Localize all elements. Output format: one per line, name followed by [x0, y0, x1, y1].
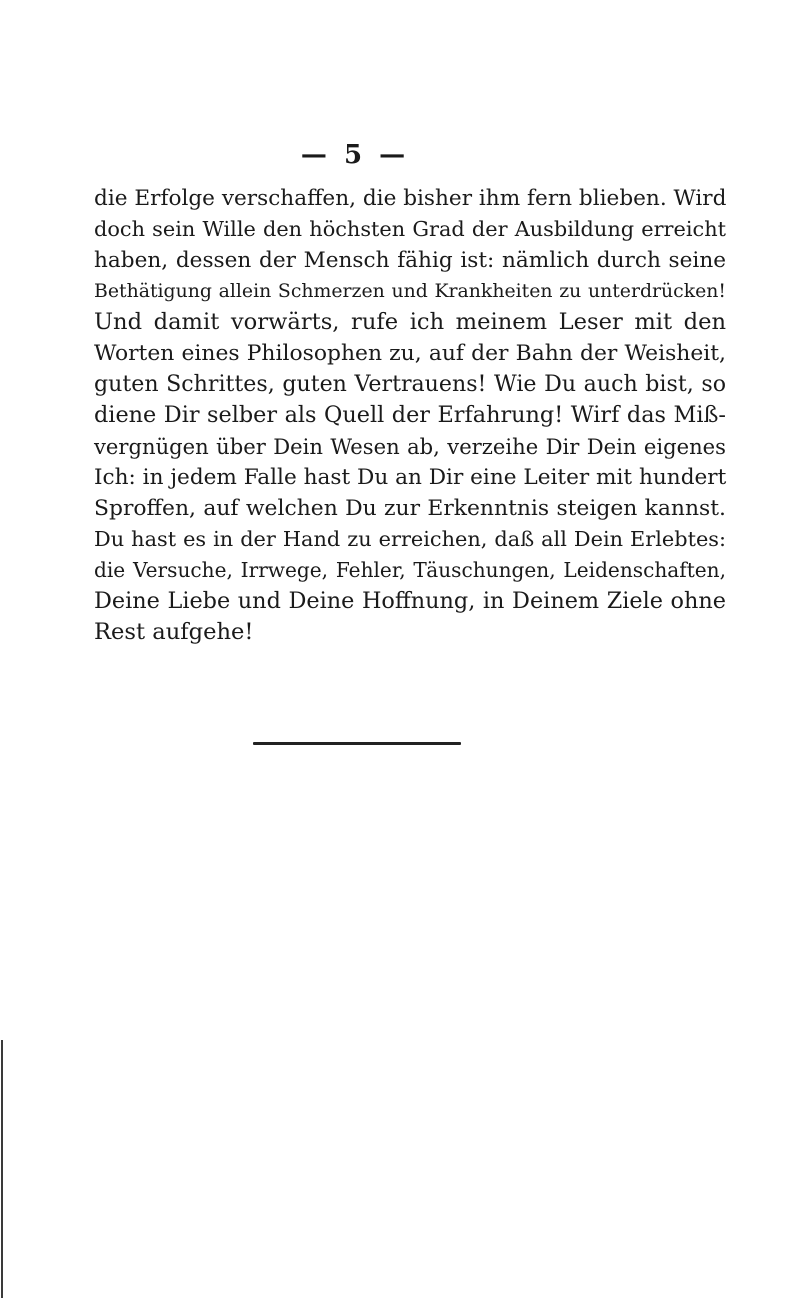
text-line: haben, dessen der Mensch fähig ist: nämlich durch seine [94, 248, 726, 273]
text-line: doch sein Wille den höchsten Grad der Ausbildung erreicht [94, 217, 726, 241]
section-divider [253, 742, 461, 745]
page-number: — 5 — [300, 140, 410, 170]
text-line: diene Dir selber als Quell der Erfahrung! Wirf das Miß- [94, 402, 726, 428]
text-line: Und damit vorwärts, rufe ich meinem Leser mit den [94, 309, 726, 335]
text-line: Bethätigung allein Schmerzen und Krankheiten zu unterdrücken! [94, 281, 726, 302]
page-edge-shadow [1, 1040, 3, 1298]
text-line: Worten eines Philosophen zu, auf der Bahn der Weisheit, [94, 341, 726, 366]
body-paragraph [94, 183, 726, 648]
text-line: die Erfolge verschaffen, die bisher ihm fern blieben. Wird [94, 186, 727, 211]
text-line: guten Schrittes, guten Vertrauens! Wie Du auch bist, so [94, 371, 726, 397]
text-line: Sproffen, auf welchen Du zur Erkenntnis steigen kannst. [94, 496, 726, 521]
text-line: Rest aufgehe! [94, 619, 254, 645]
text-line: Du hast es in der Hand zu erreichen, daß all Dein Erlebtes: [94, 527, 726, 551]
text-line: vergnügen über Dein Wesen ab, verzeihe Dir Dein eigenes [94, 434, 726, 459]
text-line: Deine Liebe und Deine Hoffnung, in Deinem Ziele ohne [94, 588, 726, 614]
text-line: Ich: in jedem Falle hast Du an Dir eine Leiter mit hundert [94, 465, 727, 490]
text-line: die Versuche, Irrwege, Fehler, Täuschungen, Leidenschaften, [94, 558, 726, 582]
